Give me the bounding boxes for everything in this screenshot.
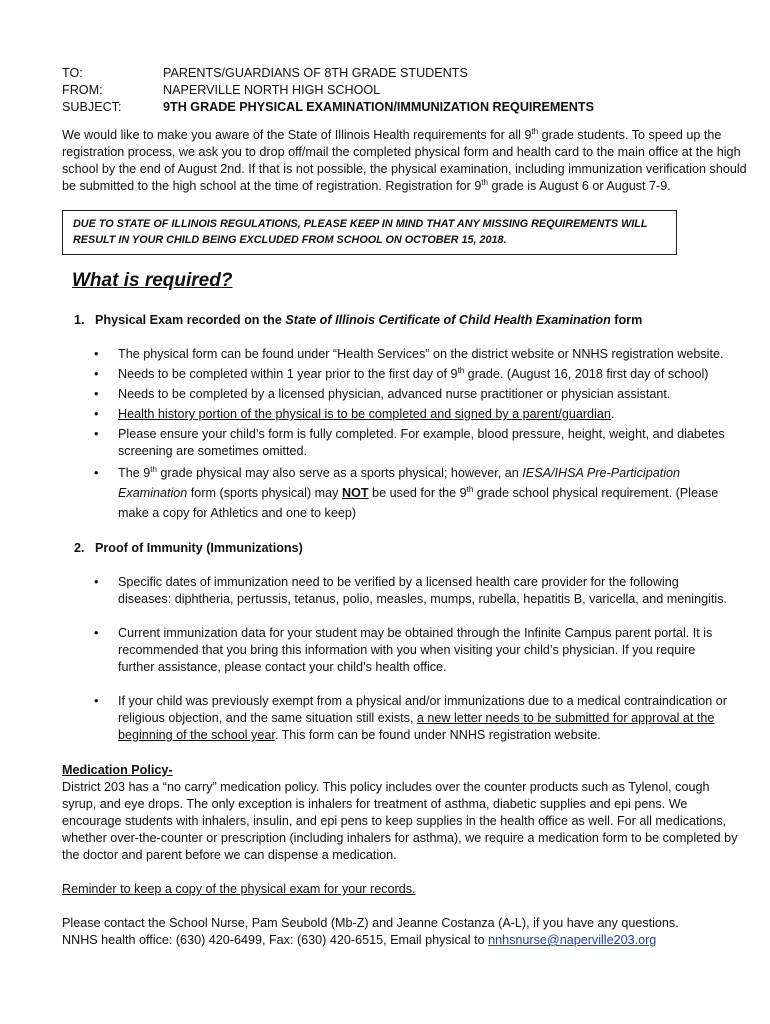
bullet-text: The 9 <box>118 466 151 480</box>
memo-subject-value: 9TH GRADE PHYSICAL EXAMINATION/IMMUNIZATION REQUIREMENTS <box>163 100 594 114</box>
warning-text: DUE TO STATE OF ILLINOIS REGULATIONS, PLEASE KEEP IN MIND THAT ANY MISSING REQUIREMENTS WILL RESULT IN YOUR CHILD BEING EXCLUDED FROM SCHOOL ON OCTOBER 15, 2018. <box>73 218 648 246</box>
section-2-number: 2. <box>74 541 85 555</box>
medication-policy <box>62 762 742 864</box>
contact-text: NNHS health office: (630) 420-6499, Fax: (630) 420-6515, Email physical to <box>62 933 489 947</box>
bullet-text-underlined: Health history portion of the physical is to be completed and signed by a parent/guardian <box>118 407 611 421</box>
list-item <box>94 366 734 383</box>
contact-line-2 <box>62 932 752 949</box>
warning-box <box>62 210 677 255</box>
section-1-title-form-name: State of Illinois Certificate of Child Health Examination <box>285 313 611 327</box>
list-item <box>94 386 734 403</box>
contact-line-1: Please contact the School Nurse, Pam Seubold (Mb-Z) and Jeanne Costanza (A-L), if you have any questions. <box>62 916 679 930</box>
bullet-text-cont: be used for the 9 <box>368 486 467 500</box>
bullet-sup: th <box>150 464 157 474</box>
bullet-text: Current immunization data for your student may be obtained through the Infinite Campus parent portal. It is recommended that you bring this information with you when visiting your child’s physician. If you require further assistance, please contact your child’s health office. <box>118 626 713 674</box>
bullet-text: Please ensure your child’s form is fully completed. For example, blood pressure, height, weight, and diabetes screening are sometimes omitted. <box>118 427 725 458</box>
bullet-text-underlined: a new letter needs to be submitted for approval at the beginning of the school year <box>118 711 715 742</box>
section-1-number: 1. <box>74 313 85 327</box>
email-link[interactable]: nnhsnurse@naperville203.org <box>488 933 657 947</box>
medication-heading: Medication Policy- <box>62 763 173 777</box>
bullet-icon: • <box>94 694 99 708</box>
list-item <box>94 574 734 608</box>
bullet-text: Needs to be completed by a licensed physician, advanced nurse practitioner or physician assistant. <box>118 387 671 401</box>
memo-to-value: PARENTS/GUARDIANS OF 8TH GRADE STUDENTS <box>163 66 468 80</box>
list-item <box>94 463 734 523</box>
bullet-text-cont: form (sports physical) may <box>187 486 342 500</box>
bullet-text-period: . <box>610 407 615 421</box>
memo-subject-label: SUBJECT: <box>62 100 122 114</box>
intro-sup-1: th <box>531 126 539 136</box>
list-item <box>94 693 734 744</box>
intro-text-3: grade is August 6 or August 7-9. <box>488 179 671 193</box>
bullet-sup: th <box>466 484 474 494</box>
bullet-icon: • <box>94 575 99 589</box>
reminder-text: Reminder to keep a copy of the physical exam for your records. <box>62 882 416 896</box>
list-item <box>94 346 734 363</box>
bullet-not-emphasis: NOT <box>341 486 369 500</box>
bullet-text-cont: grade physical may also serve as a sports physical; however, an <box>156 466 523 480</box>
bullet-text: The physical form can be found under “Health Services” on the district website or NNHS registration website. <box>118 347 724 361</box>
bullet-form-name: IESA/IHSA Pre-Participation Examination <box>118 466 681 500</box>
bullet-text-cont: . This form can be found under NNHS registration website. <box>274 728 601 742</box>
bullet-icon: • <box>94 387 99 401</box>
section-1-title-c: form <box>610 313 643 327</box>
bullet-text: If your child was previously exempt from a physical and/or immunizations due to a medical contraindication or religious objection, and the same situation still exists, <box>118 694 727 725</box>
memo-from-value: NAPERVILLE NORTH HIGH SCHOOL <box>163 83 381 97</box>
bullet-icon: • <box>94 367 99 381</box>
bullet-icon: • <box>94 427 99 441</box>
memo-from-label: FROM: <box>62 83 103 97</box>
bullet-icon: • <box>94 466 99 480</box>
memo-to-label: TO: <box>62 66 83 80</box>
bullet-icon: • <box>94 626 99 640</box>
list-item <box>94 625 734 676</box>
section-1-bullets <box>94 346 734 523</box>
intro-paragraph <box>62 127 752 195</box>
bullet-text: Specific dates of immunization need to be verified by a licensed health care provider for the following diseases: diphtheria, pertussis, tetanus, polio, measles, mumps, rubella, hepatitis B, varicella, and meningitis. <box>118 575 728 606</box>
section-1-title-a: Physical Exam recorded on the <box>95 313 286 327</box>
bullet-sup: th <box>457 365 465 375</box>
bullet-icon: • <box>94 407 99 421</box>
intro-text-1: We would like to make you aware of the State of Illinois Health requirements for all 9 <box>62 128 532 142</box>
list-item <box>94 406 734 423</box>
section-2-bullets <box>94 574 734 744</box>
bullet-icon: • <box>94 347 99 361</box>
section-2-title: Proof of Immunity (Immunizations) <box>95 541 303 555</box>
bullet-text: Needs to be completed within 1 year prior to the first day of 9 <box>118 367 458 381</box>
list-item <box>94 426 734 460</box>
bullet-text-cont: grade school physical requirement. (Please make a copy for Athletics and one to keep) <box>118 486 719 520</box>
what-is-required-heading: What is required? <box>72 270 233 291</box>
medication-body: District 203 has a “no carry” medication policy. This policy includes over the counter products such as Tylenol, cough syrup, and eye drops. The only exception is inhalers for treatment of asthma, diabetic supplies and epi pens. We encourage students with inhalers, insulin, and epi pens to keep supplies in the health office as well. For all medications, whether over-the-counter or prescription (including inhalers for asthma), we require a medication form to be completed by the doctor and parent before we can dispense a medication. <box>62 780 738 862</box>
intro-text-2: grade students. To speed up the registration process, we ask you to drop off/mail the completed physical form and health card to the main office at the high school by the end of August 2nd. If that is not possible, the physical examination, including immunization verification should be submitted to the high school at the time of registration. Registration for 9 <box>62 128 747 193</box>
bullet-text-cont: grade. (August 16, 2018 first day of school) <box>464 367 709 381</box>
section-1-title <box>95 312 642 329</box>
intro-sup-2: th <box>481 177 488 187</box>
